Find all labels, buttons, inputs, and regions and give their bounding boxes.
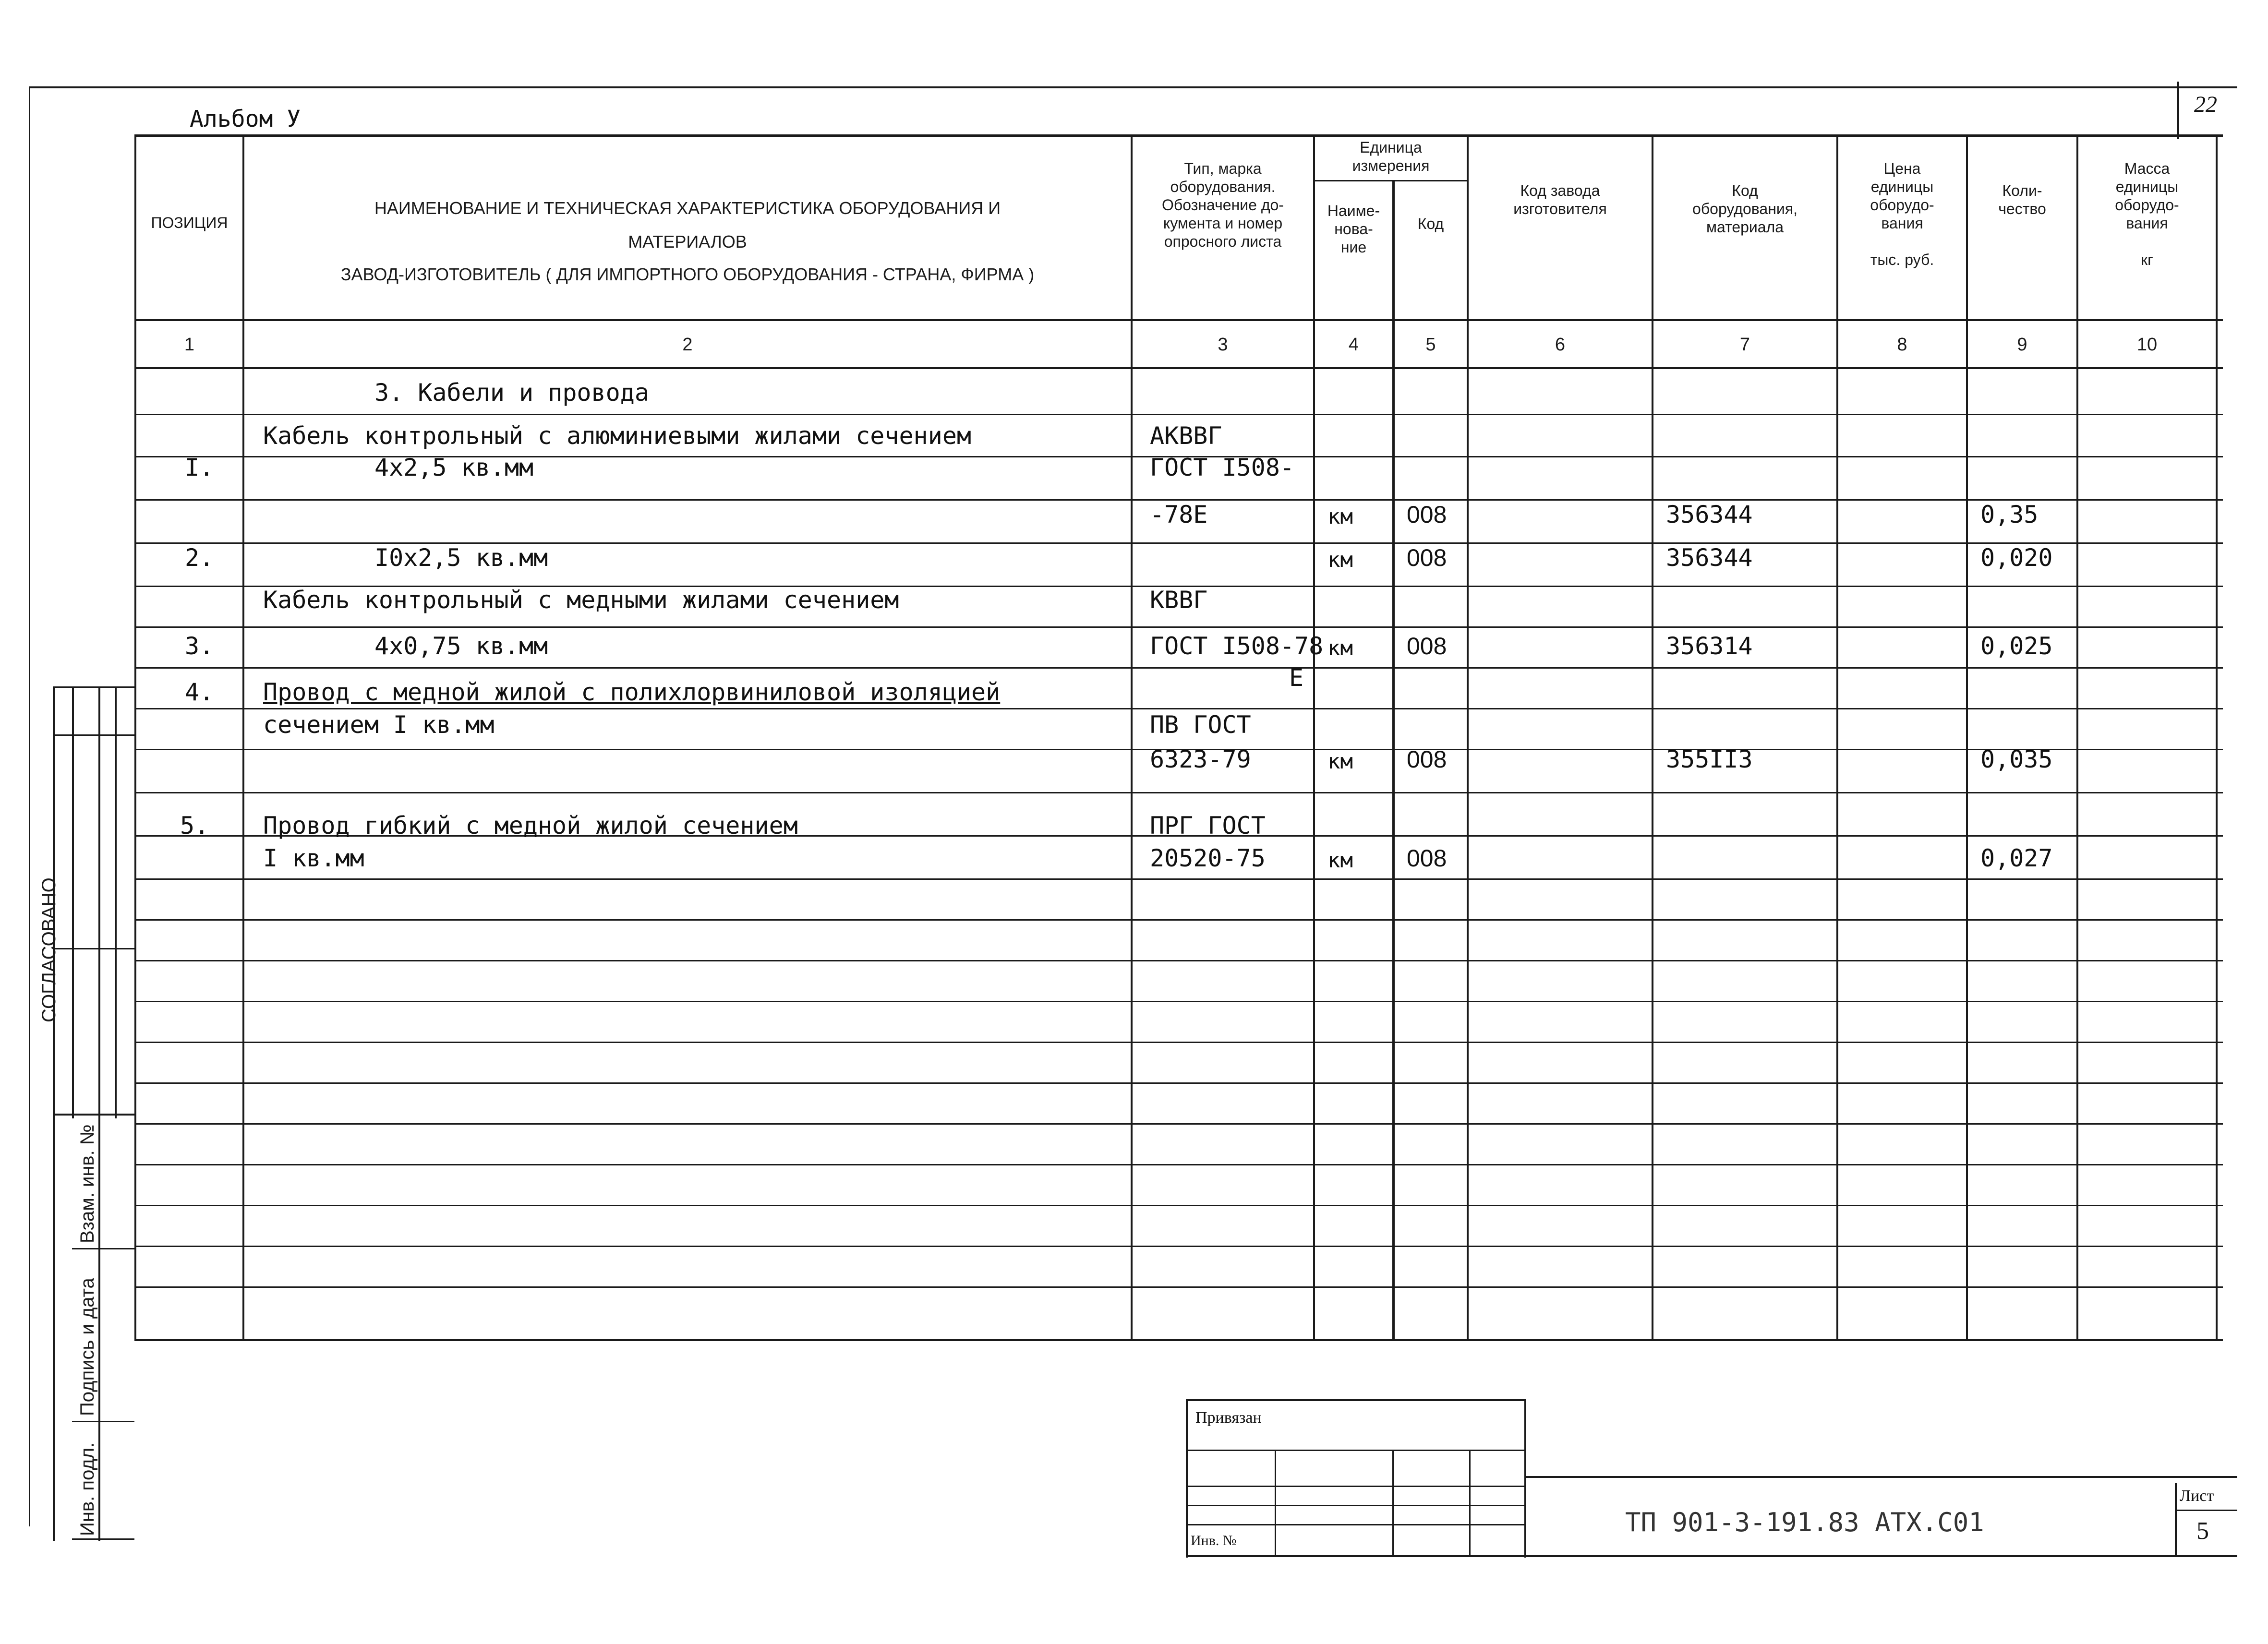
header-name-line1: НАИМЕНОВАНИЕ И ТЕХНИЧЕСКАЯ ХАРАКТЕРИСТИКА ОБОРУДОВАНИЯ И [374,198,1001,218]
item-equipment-code: 355II3 [1666,745,1753,773]
side-label-inv-podl: Инв. подл. [77,1442,98,1536]
col-number: 5 [1425,335,1436,355]
item-unit-code: 008 [1407,501,1447,528]
item-type: КВВГ [1150,586,1208,614]
item-type: 6323-79 [1150,745,1251,773]
item-unit-code: 008 [1407,746,1447,773]
page-corner-number: 22 [2194,92,2217,117]
table-border-bottom [134,1339,2223,1341]
album-label: Альбом У [190,106,301,132]
document-code: ТП 901-3-191.83 АТХ.С01 [1625,1507,1984,1537]
item-type: 20520-75 [1150,844,1266,872]
tied-label: Привязан [1195,1409,1262,1427]
unit-subheader-line [1313,180,1467,181]
header-quantity: Коли- чество [1998,182,2046,217]
item-name: 4х0,75 кв.мм [374,632,548,660]
col-number: 6 [1555,335,1566,355]
item-unit: км [1327,848,1353,873]
item-name: 4х2,5 кв.мм [374,454,534,481]
item-quantity: 0,027 [1980,844,2053,872]
item-unit-code: 008 [1407,633,1447,660]
header-name-line3: ЗАВОД-ИЗГОТОВИТЕЛЬ ( ДЛЯ ИМПОРТНОГО ОБОРУДОВАНИЯ - СТРАНА, ФИРМА ) [340,264,1035,284]
item-unit: км [1327,749,1353,774]
item-unit: км [1327,548,1353,572]
item-position: 4. [185,678,214,706]
item-unit-code: 008 [1407,544,1447,571]
col-number: 7 [1739,335,1750,355]
item-quantity: 0,035 [1980,745,2053,773]
header-name-line2: МАТЕРИАЛОВ [628,232,747,252]
colnum-bottom-line [134,367,2223,369]
side-label-sign: Подпись и дата [77,1278,98,1416]
item-type: -78Е [1150,501,1208,528]
item-position: 3. [185,632,214,660]
item-name: сечением I кв.мм [263,711,495,739]
item-type: ГОСТ I508-78 [1150,632,1324,660]
col-number: 4 [1348,335,1359,355]
item-name: Провод гибкий с медной жилой сечением [263,812,798,840]
header-price: Цена единицы оборудо- вания тыс. руб. [1870,160,1934,268]
item-position: 2. [185,544,214,572]
col-number: 3 [1218,335,1228,355]
item-equipment-code: 356344 [1666,501,1753,528]
item-type: ПРГ ГОСТ [1150,812,1266,840]
side-label-agreed: СОГЛАСОВАНО [38,877,60,1022]
col-number: 2 [682,335,693,355]
item-unit-code: 008 [1407,845,1447,872]
table-border-top [134,134,2223,137]
header-position: ПОЗИЦИЯ [151,214,228,231]
item-name: I кв.мм [263,844,364,872]
col-number: 10 [2136,335,2158,355]
item-name: Провод с медной жилой с полихлорвиниловой изоляцией [263,678,1001,706]
sheet-list-number: 5 [2196,1517,2209,1545]
item-name: I0х2,5 кв.мм [374,544,548,572]
header-bottom-line [134,319,2223,321]
item-type: ГОСТ I508- [1150,454,1295,481]
item-position: I. [185,454,214,481]
col-number: 1 [184,335,195,355]
header-mass: Масса единицы оборудо- вания кг [2115,160,2179,268]
item-type: АКВВГ [1150,422,1222,450]
item-quantity: 0,025 [1980,632,2053,660]
item-name: Кабель контрольный с алюминиевыми жилами сечением [263,422,972,450]
header-type: Тип, марка оборудования. Обозначение до- кумента и номер опросного листа [1162,160,1284,250]
header-factory-code: Код завода изготовителя [1513,182,1607,217]
corner-box-line [2177,82,2179,139]
side-label-vzam: Взам. инв. № [77,1124,98,1243]
header-unit-name: Наиме- нова- ние [1327,202,1380,256]
item-quantity: 0,020 [1980,544,2053,572]
section-heading: 3. Кабели и провода [374,379,649,407]
item-equipment-code: 356344 [1666,544,1753,572]
col-number: 8 [1897,335,1907,355]
item-name: Кабель контрольный с медными жилами сечением [263,586,899,614]
header-unit-code: Код [1417,215,1444,232]
item-type: ПВ ГОСТ [1150,711,1251,739]
header-unit: Единица измерения [1352,139,1430,174]
frame-top-line [29,86,2237,88]
header-equipment-code: Код оборудования, материала [1692,182,1798,236]
item-unit: км [1327,636,1353,660]
item-quantity: 0,35 [1980,501,2039,528]
item-type-suffix: Е [1289,664,1304,692]
item-unit: км [1327,504,1353,529]
inv-label: Инв. № [1191,1533,1237,1548]
col-number: 9 [2017,335,2027,355]
item-position: 5. [180,812,209,840]
item-equipment-code: 356314 [1666,632,1753,660]
sheet-list-label: Лист [2180,1487,2214,1505]
